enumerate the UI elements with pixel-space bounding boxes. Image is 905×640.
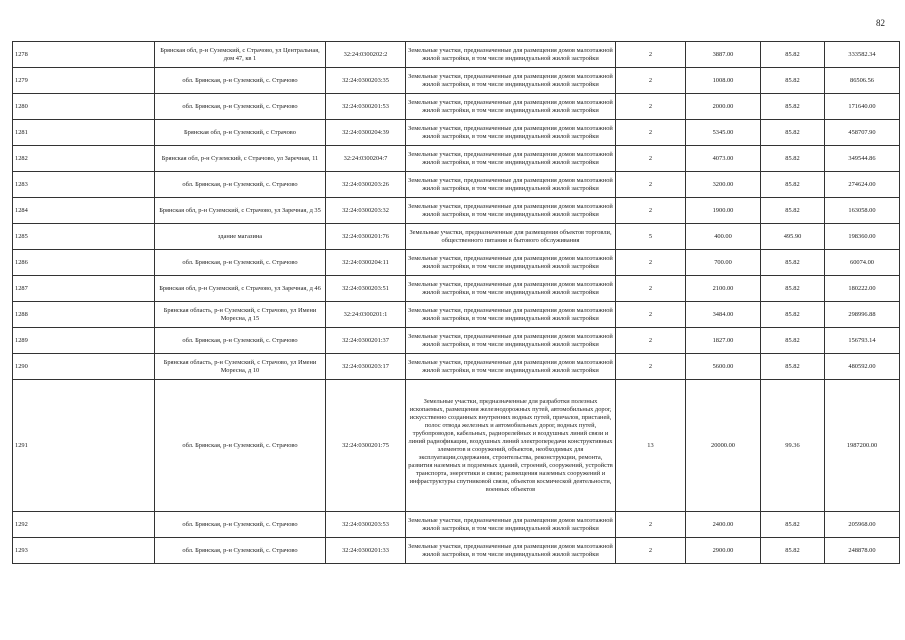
area-cell: 2100.00 xyxy=(686,276,761,302)
permitted-use-cell: Земельные участки, предназначенные для размещения домов малоэтажной жилой застройки, в том числе индивидуальной жилой застройки xyxy=(406,276,616,302)
permitted-use-cell: Земельные участки, предназначенные для размещения домов малоэтажной жилой застройки, в том числе индивидуальной жилой застройки xyxy=(406,68,616,94)
specific-value-cell: 85.82 xyxy=(761,354,825,380)
permitted-use-cell: Земельные участки, предназначенные для размещения домов малоэтажной жилой застройки, в том числе индивидуальной жилой застройки xyxy=(406,354,616,380)
row-number-cell: 1291 xyxy=(13,380,155,512)
cadastral-value-cell: 86506.56 xyxy=(825,68,900,94)
specific-value-cell: 85.82 xyxy=(761,172,825,198)
address-cell: Брянская область, р-н Суземский, с Страчово, ул Имени Моресна, д 15 xyxy=(155,302,326,328)
address-cell: Брянская область, р-н Суземский, с Страчово, ул Имени Моресна, д 10 xyxy=(155,354,326,380)
cadastral-number-cell: 32:24:0300201:37 xyxy=(326,328,406,354)
use-group-cell: 2 xyxy=(616,68,686,94)
address-cell: Брянская обл, р-н Суземский, с Страчово, ул Центральная, дом 47, кв 1 xyxy=(155,42,326,68)
address-cell: обл. Брянская, р-н Суземский, с. Страчово xyxy=(155,380,326,512)
cadastral-number-cell: 32:24:0300204:11 xyxy=(326,250,406,276)
permitted-use-cell: Земельные участки, предназначенные для размещения объектов торговли, общественного питания и бытового обслуживания xyxy=(406,224,616,250)
cadastral-value-cell: 1987200.00 xyxy=(825,380,900,512)
table-row xyxy=(13,42,900,68)
use-group-cell: 5 xyxy=(616,224,686,250)
cadastral-value-cell: 205968.00 xyxy=(825,512,900,538)
area-cell: 3887.00 xyxy=(686,42,761,68)
row-number-cell: 1282 xyxy=(13,146,155,172)
cadastral-number-cell: 32:24:0300203:51 xyxy=(326,276,406,302)
area-cell: 2900.00 xyxy=(686,538,761,564)
table-row xyxy=(13,68,900,94)
specific-value-cell: 85.82 xyxy=(761,538,825,564)
address-cell: обл. Брянская, р-н Суземский, с. Страчово xyxy=(155,328,326,354)
table-row xyxy=(13,302,900,328)
cadastral-value-cell: 156793.14 xyxy=(825,328,900,354)
table-row xyxy=(13,146,900,172)
area-cell: 400.00 xyxy=(686,224,761,250)
cadastral-number-cell: 32:24:0300204:7 xyxy=(326,146,406,172)
permitted-use-cell: Земельные участки, предназначенные для размещения домов малоэтажной жилой застройки, в том числе индивидуальной жилой застройки xyxy=(406,172,616,198)
cadastral-value-cell: 248878.00 xyxy=(825,538,900,564)
row-number-cell: 1287 xyxy=(13,276,155,302)
row-number-cell: 1293 xyxy=(13,538,155,564)
area-cell: 700.00 xyxy=(686,250,761,276)
use-group-cell: 2 xyxy=(616,354,686,380)
area-cell: 20000.00 xyxy=(686,380,761,512)
address-cell: здание магазина xyxy=(155,224,326,250)
permitted-use-cell: Земельные участки, предназначенные для размещения домов малоэтажной жилой застройки, в том числе индивидуальной жилой застройки xyxy=(406,538,616,564)
row-number-cell: 1284 xyxy=(13,198,155,224)
cadastral-number-cell: 32:24:0300203:17 xyxy=(326,354,406,380)
cadastral-number-cell: 32:24:0300201:76 xyxy=(326,224,406,250)
cadastral-value-cell: 349544.86 xyxy=(825,146,900,172)
area-cell: 1900.00 xyxy=(686,198,761,224)
cadastral-number-cell: 32:24:0300201:33 xyxy=(326,538,406,564)
specific-value-cell: 85.82 xyxy=(761,68,825,94)
area-cell: 1008.00 xyxy=(686,68,761,94)
specific-value-cell: 85.82 xyxy=(761,276,825,302)
cadastral-value-cell: 163058.00 xyxy=(825,198,900,224)
specific-value-cell: 85.82 xyxy=(761,250,825,276)
row-number-cell: 1280 xyxy=(13,94,155,120)
specific-value-cell: 85.82 xyxy=(761,302,825,328)
cadastral-number-cell: 32:24:0300204:39 xyxy=(326,120,406,146)
use-group-cell: 2 xyxy=(616,198,686,224)
table-row xyxy=(13,380,900,512)
use-group-cell: 2 xyxy=(616,538,686,564)
address-cell: Брянская обл, р-н Суземский, с Страчово, ул Заречная, 11 xyxy=(155,146,326,172)
specific-value-cell: 495.90 xyxy=(761,224,825,250)
address-cell: Брянская обл, р-н Суземский, с Страчово xyxy=(155,120,326,146)
specific-value-cell: 85.82 xyxy=(761,120,825,146)
table-row xyxy=(13,250,900,276)
address-cell: обл. Брянская, р-н Суземский, с. Страчово xyxy=(155,512,326,538)
area-cell: 4073.00 xyxy=(686,146,761,172)
permitted-use-cell: Земельные участки, предназначенные для разработки полезных ископаемых, размещения железнодорожных путей, автомобильных дорог, искусственно созданных внутренних водных путей, причалов, пристаней, полос отвода железных и автомобильных дорог, водных путей, трубопроводов, кабельных, радиорелейных и воздушных линий связи и линий радиофикации, воздушных линий электропередачи конструктивных элементов и сооружений, объектов, необходимых для эксплуатации,содержания, строительства, реконструкции, ремонта, развития наземных и подземных зданий, строений, сооружений, устройств транспорта, энергетики и связи; размещения наземных сооружений и инфраструктуры спутниковой связи, объектов космической деятельности, военных объектов xyxy=(406,380,616,512)
permitted-use-cell: Земельные участки, предназначенные для размещения домов малоэтажной жилой застройки, в том числе индивидуальной жилой застройки xyxy=(406,42,616,68)
address-cell: обл. Брянская, р-н Суземский, с. Страчово xyxy=(155,94,326,120)
cadastral-value-cell: 180222.00 xyxy=(825,276,900,302)
area-cell: 3484.00 xyxy=(686,302,761,328)
table-row xyxy=(13,198,900,224)
table-row xyxy=(13,120,900,146)
cadastral-value-table xyxy=(12,41,900,564)
cadastral-value-cell: 171640.00 xyxy=(825,94,900,120)
permitted-use-cell: Земельные участки, предназначенные для размещения домов малоэтажной жилой застройки, в том числе индивидуальной жилой застройки xyxy=(406,94,616,120)
specific-value-cell: 99.36 xyxy=(761,380,825,512)
address-cell: обл. Брянская, р-н Суземский, с. Страчово xyxy=(155,68,326,94)
row-number-cell: 1286 xyxy=(13,250,155,276)
area-cell: 3200.00 xyxy=(686,172,761,198)
cadastral-value-cell: 198360.00 xyxy=(825,224,900,250)
specific-value-cell: 85.82 xyxy=(761,512,825,538)
area-cell: 5345.00 xyxy=(686,120,761,146)
table-row xyxy=(13,94,900,120)
cadastral-value-cell: 333582.34 xyxy=(825,42,900,68)
row-number-cell: 1289 xyxy=(13,328,155,354)
row-number-cell: 1281 xyxy=(13,120,155,146)
specific-value-cell: 85.82 xyxy=(761,146,825,172)
use-group-cell: 13 xyxy=(616,380,686,512)
use-group-cell: 2 xyxy=(616,276,686,302)
table-row xyxy=(13,512,900,538)
cadastral-value-cell: 274624.00 xyxy=(825,172,900,198)
page-number: 82 xyxy=(876,18,885,28)
cadastral-number-cell: 32:24:0300203:35 xyxy=(326,68,406,94)
row-number-cell: 1292 xyxy=(13,512,155,538)
cadastral-number-cell: 32:24:0300202:2 xyxy=(326,42,406,68)
cadastral-number-cell: 32:24:0300203:53 xyxy=(326,512,406,538)
cadastral-number-cell: 32:24:0300203:26 xyxy=(326,172,406,198)
area-cell: 2400.00 xyxy=(686,512,761,538)
table-row xyxy=(13,354,900,380)
cadastral-value-cell: 298996.88 xyxy=(825,302,900,328)
table-row xyxy=(13,276,900,302)
table-row xyxy=(13,538,900,564)
cadastral-value-cell: 458707.90 xyxy=(825,120,900,146)
use-group-cell: 2 xyxy=(616,120,686,146)
area-cell: 5600.00 xyxy=(686,354,761,380)
area-cell: 2000.00 xyxy=(686,94,761,120)
permitted-use-cell: Земельные участки, предназначенные для размещения домов малоэтажной жилой застройки, в том числе индивидуальной жилой застройки xyxy=(406,198,616,224)
address-cell: Брянская обл, р-н Суземский, с Страчово, ул Заречная, д 35 xyxy=(155,198,326,224)
row-number-cell: 1279 xyxy=(13,68,155,94)
cadastral-value-cell: 480592.00 xyxy=(825,354,900,380)
use-group-cell: 2 xyxy=(616,172,686,198)
row-number-cell: 1283 xyxy=(13,172,155,198)
table-row xyxy=(13,328,900,354)
table-row xyxy=(13,224,900,250)
cadastral-value-cell: 60074.00 xyxy=(825,250,900,276)
area-cell: 1827.00 xyxy=(686,328,761,354)
permitted-use-cell: Земельные участки, предназначенные для размещения домов малоэтажной жилой застройки, в том числе индивидуальной жилой застройки xyxy=(406,328,616,354)
cadastral-number-cell: 32:24:0300201:53 xyxy=(326,94,406,120)
use-group-cell: 2 xyxy=(616,94,686,120)
address-cell: Брянская обл, р-н Суземский, с Страчово, ул Заречная, д 46 xyxy=(155,276,326,302)
use-group-cell: 2 xyxy=(616,302,686,328)
permitted-use-cell: Земельные участки, предназначенные для размещения домов малоэтажной жилой застройки, в том числе индивидуальной жилой застройки xyxy=(406,512,616,538)
permitted-use-cell: Земельные участки, предназначенные для размещения домов малоэтажной жилой застройки, в том числе индивидуальной жилой застройки xyxy=(406,250,616,276)
use-group-cell: 2 xyxy=(616,146,686,172)
address-cell: обл. Брянская, р-н Суземский, с. Страчово xyxy=(155,250,326,276)
use-group-cell: 2 xyxy=(616,512,686,538)
address-cell: обл. Брянская, р-н Суземский, с. Страчово xyxy=(155,172,326,198)
permitted-use-cell: Земельные участки, предназначенные для размещения домов малоэтажной жилой застройки, в том числе индивидуальной жилой застройки xyxy=(406,146,616,172)
row-number-cell: 1290 xyxy=(13,354,155,380)
permitted-use-cell: Земельные участки, предназначенные для размещения домов малоэтажной жилой застройки, в том числе индивидуальной жилой застройки xyxy=(406,302,616,328)
specific-value-cell: 85.82 xyxy=(761,198,825,224)
table-row xyxy=(13,172,900,198)
use-group-cell: 2 xyxy=(616,250,686,276)
use-group-cell: 2 xyxy=(616,42,686,68)
permitted-use-cell: Земельные участки, предназначенные для размещения домов малоэтажной жилой застройки, в том числе индивидуальной жилой застройки xyxy=(406,120,616,146)
specific-value-cell: 85.82 xyxy=(761,94,825,120)
cadastral-number-cell: 32:24:0300203:32 xyxy=(326,198,406,224)
row-number-cell: 1285 xyxy=(13,224,155,250)
row-number-cell: 1278 xyxy=(13,42,155,68)
specific-value-cell: 85.82 xyxy=(761,328,825,354)
use-group-cell: 2 xyxy=(616,328,686,354)
specific-value-cell: 85.82 xyxy=(761,42,825,68)
address-cell: обл. Брянская, р-н Суземский, с. Страчово xyxy=(155,538,326,564)
row-number-cell: 1288 xyxy=(13,302,155,328)
cadastral-number-cell: 32:24:0300201:75 xyxy=(326,380,406,512)
cadastral-number-cell: 32:24:0300201:1 xyxy=(326,302,406,328)
